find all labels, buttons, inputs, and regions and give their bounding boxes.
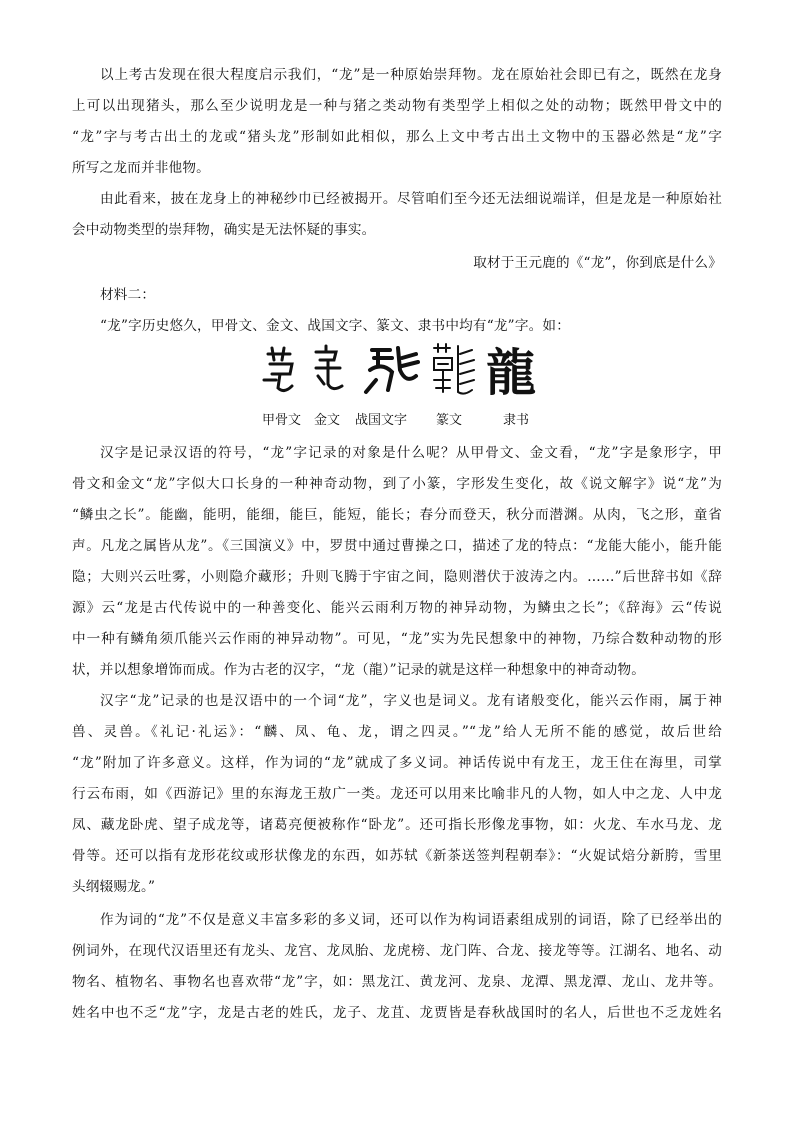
material-label: 材料二： [100, 287, 156, 303]
text-line: “鳞虫之长”。能幽，能明，能细，能巨，能短，能长；春分而登天，秋分而潜渊。从肉，飞之形，童省 [72, 507, 722, 523]
source-note: 取材于王元鹿的《“龙”，你到底是什么》 [473, 255, 722, 271]
text-line: 骨文和金文“龙”字似大口长身的一种神奇动物，到了小篆，字形发生变化，故《说文解字》说“龙”为 [72, 476, 722, 492]
text-line: 骨等。还可以指有龙形花纹或形状像龙的东西，如苏轼《新茶送签判程朝奉》：“火娖试焙分新胯，雪里 [72, 848, 722, 864]
caption-bronze: 金文 [314, 413, 341, 428]
text-line: 会中动物类型的崇拜物，确实是无法怀疑的事实。 [72, 222, 376, 238]
caption-clerical: 隶书 [503, 413, 530, 428]
text-line: 由此看来，披在龙身上的神秘纱巾已经被揭开。尽管咱们至今还无法细说端详，但是龙是一种原始社 [100, 191, 722, 207]
clerical-script-glyph: 龍 [486, 343, 536, 400]
text-line: 汉字“龙”记录的也是汉语中的一个词“龙”，字义也是词义。龙有诸般变化，能兴云作雨，属于神 [100, 693, 722, 709]
text-line: 例词外，在现代汉语里还有龙头、龙宫、龙凤胎、龙虎榜、龙门阵、合龙、接龙等等。江湖名、地名、动 [72, 943, 722, 959]
text-line: 源》云“龙是古代传说中的一种善变化、能兴云雨利万物的神异动物，为鳞虫之长”；《辞海》云“传说 [72, 600, 722, 616]
text-line: 头纲辍赐龙。” [72, 879, 156, 895]
caption-seal: 篆文 [436, 413, 463, 428]
oracle-bone-glyph [264, 348, 292, 391]
text-line: 以上考古发现在很大程度启示我们，“龙”是一种原始崇拜物。龙在原始社会即已有之，既然在龙身 [100, 67, 722, 83]
text-line: 作为词的“龙”不仅是意义丰富多彩的多义词，还可以作为构词语素组成别的词语，除了已经举出的 [100, 912, 722, 928]
text-line: 上可以出现猪头，那么至少说明龙是一种与猪之类动物有类型学上相似之处的动物；既然甲骨文中的 [72, 98, 722, 114]
text-line: 凤、藏龙卧虎、望子成龙等，诸葛亮便被称作“卧龙”。还可指长形像龙事物，如：火龙、车水马龙、龙 [72, 817, 722, 833]
bronze-inscription-glyph [316, 346, 342, 389]
text-line: 物名、植物名、事物名也喜欢带“龙”字，如：黑龙江、黄龙河、龙泉、龙潭、黑龙潭、龙山、龙井等。 [72, 974, 722, 990]
caption-oracle: 甲骨文 [262, 413, 302, 428]
text-line: “龙”附加了许多意义。这样，作为词的“龙”就成了多义词。神话传说中有龙王，龙王住在海里，司掌 [72, 755, 722, 771]
text-line: “龙”字与考古出土的龙或“猪头龙”形制如此相似，那么上文中考古出土文物中的玉器必然是“龙”字 [72, 129, 722, 145]
warring-states-glyph [366, 348, 418, 392]
text-line: 声。凡龙之属皆从龙”。《三国演义》中，罗贯中通过曹操之口，描述了龙的特点：“龙能大能小，能升能 [72, 538, 722, 554]
caption-warring-states: 战国文字 [355, 413, 408, 428]
seal-script-glyph [434, 344, 474, 394]
text-line: 兽、灵兽。《礼记·礼运》：“麟、凤、龟、龙，谓之四灵。”“龙”给人无所不能的感觉，故后世给 [72, 724, 722, 740]
text-line: 所写之龙而并非他物。 [72, 160, 210, 176]
text-line: 状，并以想象增饰而成。作为古老的汉字，“龙（龍）”记录的就是这样一种想象中的神奇动物。 [72, 662, 646, 678]
text-line: 隐；大则兴云吐雾，小则隐介藏形；升则飞腾于宇宙之间，隐则潜伏于波涛之内。……”后世辞书如《辞 [72, 569, 722, 585]
text-line: 中一种有鳞角须爪能兴云作雨的神异动物”。可见，“龙”实为先民想象中的神物，乃综合数种动物的形 [72, 631, 722, 647]
text-line: 汉字是记录汉语的符号，“龙”字记录的对象是什么呢？从甲骨文、金文看，“龙”字是象形字，甲 [100, 445, 722, 461]
material-intro: “龙”字历史悠久，甲骨文、金文、战国文字、篆文、隶书中均有“龙”字。如： [100, 318, 570, 334]
dragon-character-forms [250, 340, 550, 400]
text-line: 行云布雨，如《西游记》里的东海龙王敖广一类。龙还可以用来比喻非凡的人物，如人中之龙、人中龙 [72, 786, 722, 802]
script-captions [262, 411, 562, 431]
text-line: 姓名中也不乏“龙”字，龙是古老的姓氏，龙子、龙苴、龙贾皆是春秋战国时的名人，后世也不乏龙姓名 [72, 1005, 722, 1021]
